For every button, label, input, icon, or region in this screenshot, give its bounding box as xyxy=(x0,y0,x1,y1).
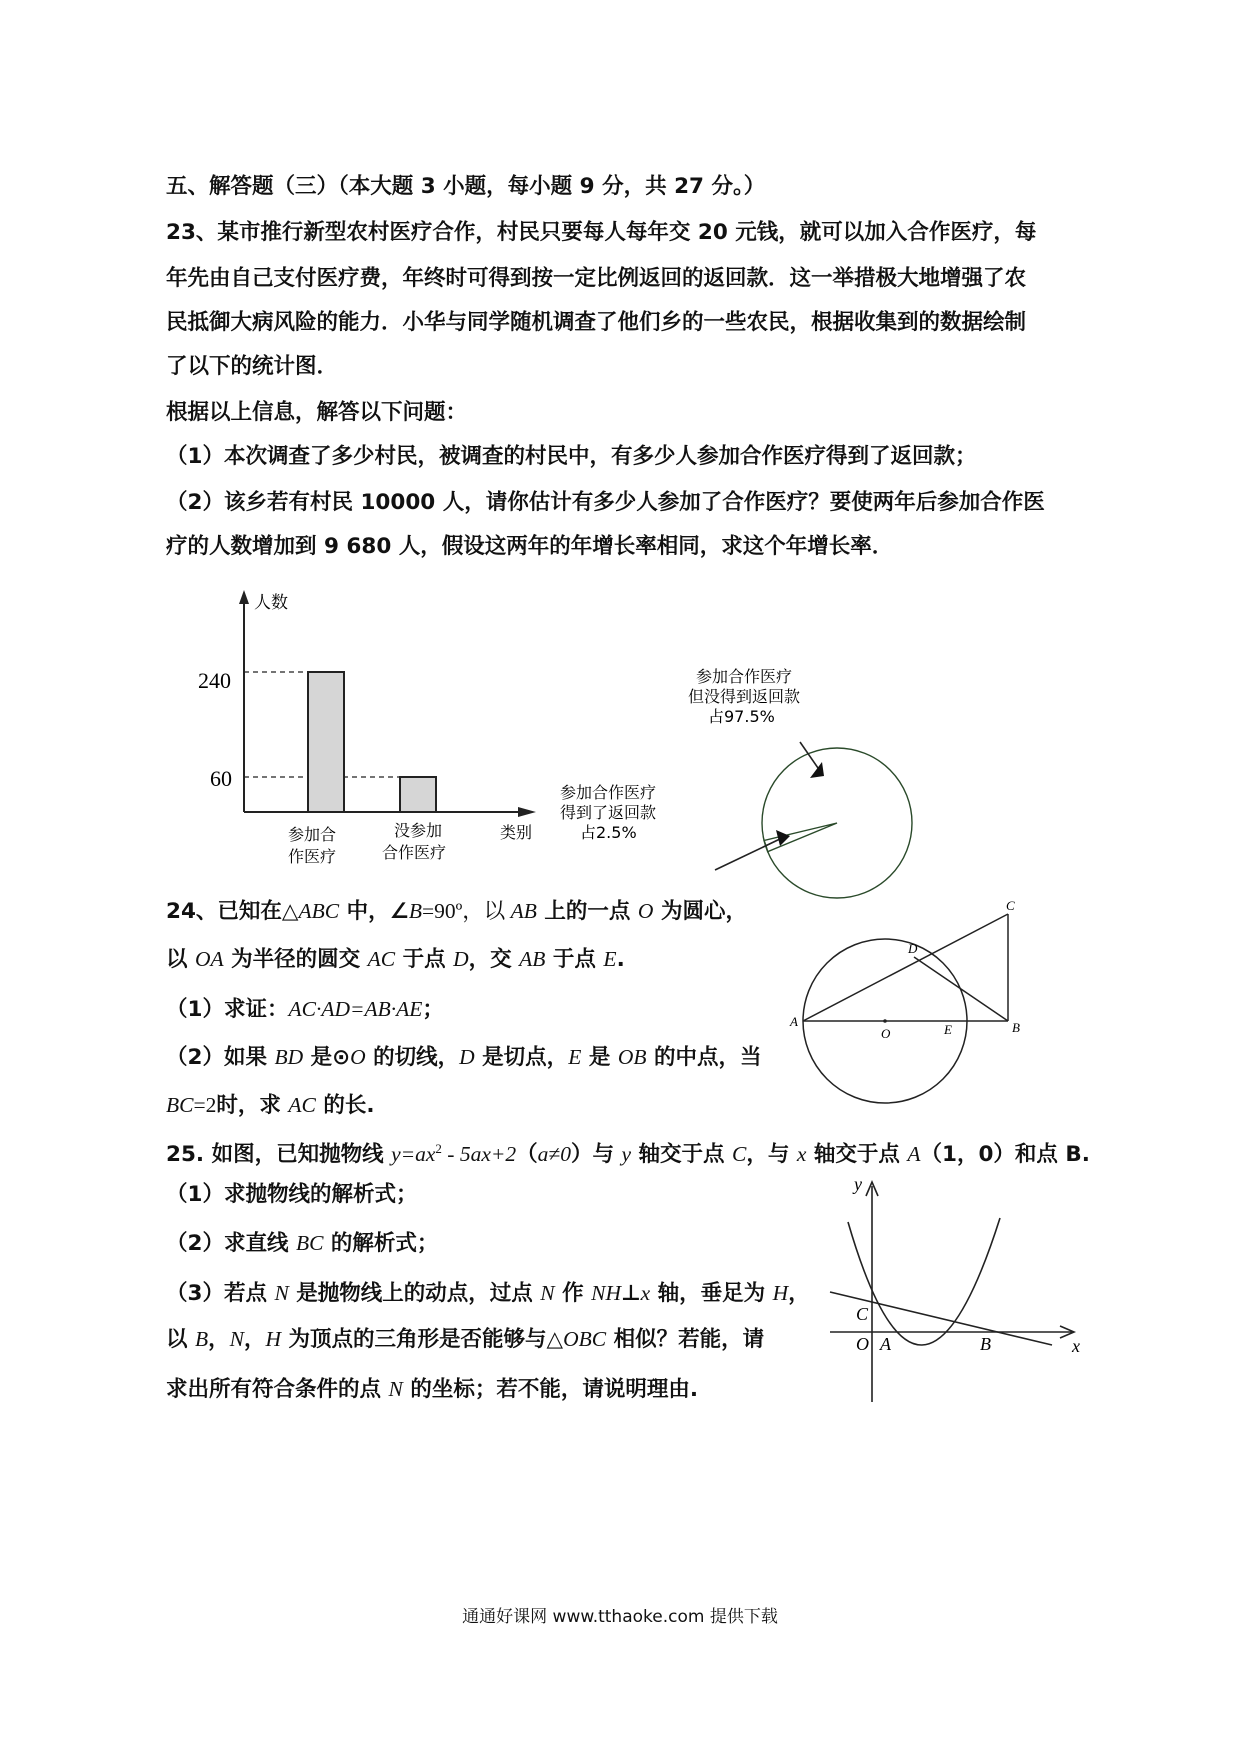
bar-chart-y-axis-arrow-icon xyxy=(239,590,249,604)
q25-var: OBC xyxy=(563,1327,607,1351)
q24-var: BC xyxy=(166,1093,194,1117)
pie-large-pointer-arrow-icon xyxy=(810,762,824,778)
q25-parabola xyxy=(848,1218,1000,1345)
q25-text: 相似？若能，请 xyxy=(606,1327,765,1352)
q25-text: 的坐标；若不能，请说明理由. xyxy=(402,1377,698,1402)
q24-segment-ac xyxy=(803,914,1008,1021)
q23-line-3: 民抵御大病风险的能力．小华与同学随机调查了他们乡的一些农民，根据收集到的数据绘制 xyxy=(166,310,1027,335)
q24-line-1 xyxy=(166,896,747,927)
q24-var: BD xyxy=(274,1045,304,1069)
pie-label-large-line-3: 占97.5% xyxy=(708,707,775,726)
q24-text: 的中点，当 xyxy=(646,1045,762,1070)
q25-var: N xyxy=(540,1281,555,1305)
q25-label-o: O xyxy=(856,1334,869,1354)
q25-part-1: （1）求抛物线的解析式； xyxy=(166,1182,418,1207)
q25-label-y: y xyxy=(854,1174,862,1194)
q24-part-1 xyxy=(166,994,444,1025)
q24-text: 上的一点 xyxy=(536,899,638,924)
q25-text: 轴交于点 xyxy=(631,1142,732,1168)
pie-small-pointer xyxy=(715,838,782,870)
q24-text: 是切点， xyxy=(474,1045,569,1070)
q25-var: N xyxy=(274,1281,289,1305)
q25-label-x: x xyxy=(1072,1336,1080,1356)
bar-chart-category-2-line-1: 没参加 xyxy=(394,821,443,840)
q24-text: =90º，以 xyxy=(421,899,511,923)
q24-var: OB xyxy=(617,1045,647,1069)
q24-label-c: C xyxy=(1006,898,1015,913)
bar-chart-tick-60: 60 xyxy=(210,766,232,791)
bar-chart-tick-240: 240 xyxy=(198,668,231,693)
q25-var: H xyxy=(772,1281,789,1305)
q24-text: 是⊙ xyxy=(303,1045,351,1070)
q25-text: ⊥ xyxy=(620,1281,641,1306)
q24-segment-bd xyxy=(914,957,1008,1021)
q24-label-o: O xyxy=(881,1026,891,1041)
q25-var: x xyxy=(640,1281,651,1305)
q24-text: 的切线， xyxy=(365,1045,460,1070)
q23-line-1: 23、某市推行新型农村医疗合作，村民只要每人每年交 20 元钱，就可以加入合作医疗，每 xyxy=(166,220,1037,245)
q25-text: ）与 xyxy=(570,1142,622,1168)
q25-text: （2）求直线 xyxy=(166,1231,296,1256)
q24-var: OA xyxy=(195,947,224,971)
q24-label-e: E xyxy=(944,1022,952,1037)
q24-var: E xyxy=(603,947,617,971)
q25-var: B xyxy=(195,1327,209,1351)
q25-label-a: A xyxy=(880,1334,891,1354)
bar-chart-xlabel: 类别 xyxy=(500,823,533,842)
q24-label-a: A xyxy=(790,1014,798,1029)
q25-text: （3）若点 xyxy=(166,1281,275,1306)
q25-text: （1，0）和点 B. xyxy=(920,1142,1090,1168)
q25-text: 求出所有符合条件的点 xyxy=(166,1377,389,1402)
q25-part-3 xyxy=(166,1278,810,1309)
q24-var: E xyxy=(568,1045,582,1069)
q24-var: D xyxy=(453,947,469,971)
q23-part-2: （2）该乡若有村民 10000 人，请你估计有多少人参加了合作医疗？要使两年后参加合作医 xyxy=(166,490,1045,515)
q24-text: . xyxy=(616,947,625,972)
pie-label-small-line-3: 占2.5% xyxy=(580,823,637,842)
q24-text: =2 xyxy=(193,1093,217,1117)
q25-text: 轴，垂足为 xyxy=(650,1281,773,1306)
q24-var: O xyxy=(350,1045,366,1069)
q25-part-3-cont xyxy=(166,1324,764,1355)
q25-text: 以 xyxy=(166,1327,195,1352)
q25-var: a≠0 xyxy=(537,1142,571,1167)
q25-text: 的解析式； xyxy=(323,1231,439,1256)
pie-large-pointer xyxy=(800,742,818,768)
q23-part-2-cont: 疗的人数增加到 9 680 人，假设这两年的年增长率相同，求这个年增长率． xyxy=(166,534,894,559)
pie-small-sector xyxy=(764,823,837,852)
bar-not-participated xyxy=(400,777,436,812)
q24-var: AC xyxy=(288,1093,316,1117)
bar-participated xyxy=(308,672,344,812)
q25-var: - 5ax+2 xyxy=(441,1142,517,1167)
q25-var: x xyxy=(796,1142,807,1167)
q24-label-d: D xyxy=(908,941,918,956)
q24-text: ； xyxy=(422,997,444,1022)
q24-var: AB xyxy=(519,947,546,971)
q23-line-2: 年先由自己支付医疗费，年终时可得到按一定比例返回的返回款．这一举措极大地增强了农 xyxy=(166,266,1027,291)
q24-text: ，交 xyxy=(468,947,520,972)
q25-var: H xyxy=(265,1327,282,1351)
bar-chart-category-2-line-2: 合作医疗 xyxy=(382,843,447,862)
q25-text: 25. 如图，已知抛物线 xyxy=(166,1142,392,1168)
q24-text: 中，∠ xyxy=(339,899,409,924)
q24-part-2-cont xyxy=(166,1090,375,1121)
q25-text: 轴交于点 xyxy=(806,1142,908,1168)
q25-text: ， xyxy=(788,1281,810,1306)
q23-prompt: 根据以上信息，解答以下问题： xyxy=(166,400,468,425)
q24-text: 是 xyxy=(581,1045,618,1070)
q25-var: NH xyxy=(591,1281,621,1305)
q24-text: 于点 xyxy=(545,947,604,972)
q25-figure xyxy=(820,1170,1100,1410)
q25-var: y xyxy=(621,1142,631,1167)
pie-label-small-line-1: 参加合作医疗 xyxy=(560,783,657,802)
q25-sup: 2 xyxy=(435,1141,442,1156)
q25-var: BC xyxy=(295,1231,324,1255)
q24-text: （2）如果 xyxy=(166,1045,275,1070)
q24-var: AC·AD=AB·AE xyxy=(288,997,423,1021)
q25-line-1 xyxy=(166,1134,1090,1170)
q25-var: y=ax xyxy=(391,1142,436,1167)
q24-var: B xyxy=(408,899,422,923)
pie-label-large-line-2: 但没得到返回款 xyxy=(688,687,801,706)
q24-var: O xyxy=(637,899,654,923)
bar-chart-ylabel: 人数 xyxy=(254,593,288,613)
pie-label-large-line-1: 参加合作医疗 xyxy=(696,667,793,686)
section-title: 五、解答题（三）（本大题 3 小题，每小题 9 分，共 27 分。） xyxy=(166,174,766,199)
q24-text: （1）求证： xyxy=(166,997,289,1022)
q24-text: 为圆心， xyxy=(653,899,747,924)
footer-watermark: 通通好课网 www.tthaoke.com 提供下载 xyxy=(462,1607,778,1627)
q24-var: ABC xyxy=(298,899,340,923)
q24-figure xyxy=(790,896,1036,1096)
q24-point-o xyxy=(883,1019,887,1023)
bar-chart-x-axis-arrow-icon xyxy=(518,807,536,817)
q23-line-4: 了以下的统计图． xyxy=(166,354,339,379)
q23-bar-chart xyxy=(190,580,610,880)
q25-var: C xyxy=(731,1142,747,1167)
q24-var: AC xyxy=(367,947,396,971)
bar-chart-category-1-line-1: 参加合 xyxy=(288,825,337,844)
q25-var: N xyxy=(229,1327,244,1351)
q25-text: 是抛物线上的动点，过点 xyxy=(288,1281,541,1306)
q25-text: ，与 xyxy=(746,1142,797,1168)
q25-label-b: B xyxy=(980,1334,991,1354)
q24-text: 于点 xyxy=(395,947,454,972)
q24-part-2 xyxy=(166,1042,761,1073)
q25-text: 为顶点的三角形是否能够与△ xyxy=(281,1327,564,1352)
q24-text: 为半径的圆交 xyxy=(223,947,368,972)
q23-part-1: （1）本次调查了多少村民，被调查的村民中，有多少人参加合作医疗得到了返回款； xyxy=(166,444,977,469)
q25-text: ， xyxy=(244,1327,266,1352)
q24-text: 以 xyxy=(166,947,195,972)
q25-part-2 xyxy=(166,1228,438,1259)
q24-var: AB xyxy=(510,899,537,923)
q24-text: 24、已知在△ xyxy=(166,899,299,924)
q25-label-c: C xyxy=(856,1304,869,1324)
q24-label-b: B xyxy=(1012,1020,1020,1035)
q24-text: 时，求 xyxy=(216,1093,289,1118)
q25-text: （ xyxy=(516,1142,538,1168)
pie-label-small-line-2: 得到了返回款 xyxy=(560,803,657,822)
q25-part-3-cont-2 xyxy=(166,1374,698,1405)
q25-text: 作 xyxy=(554,1281,592,1306)
q24-line-2 xyxy=(166,944,625,975)
q24-text: 的长. xyxy=(315,1093,375,1118)
bar-chart-category-1-line-2: 作医疗 xyxy=(288,847,337,866)
q24-var: D xyxy=(459,1045,475,1069)
q25-var: A xyxy=(907,1142,921,1167)
q25-var: N xyxy=(388,1377,403,1401)
q25-text: ， xyxy=(208,1327,230,1352)
